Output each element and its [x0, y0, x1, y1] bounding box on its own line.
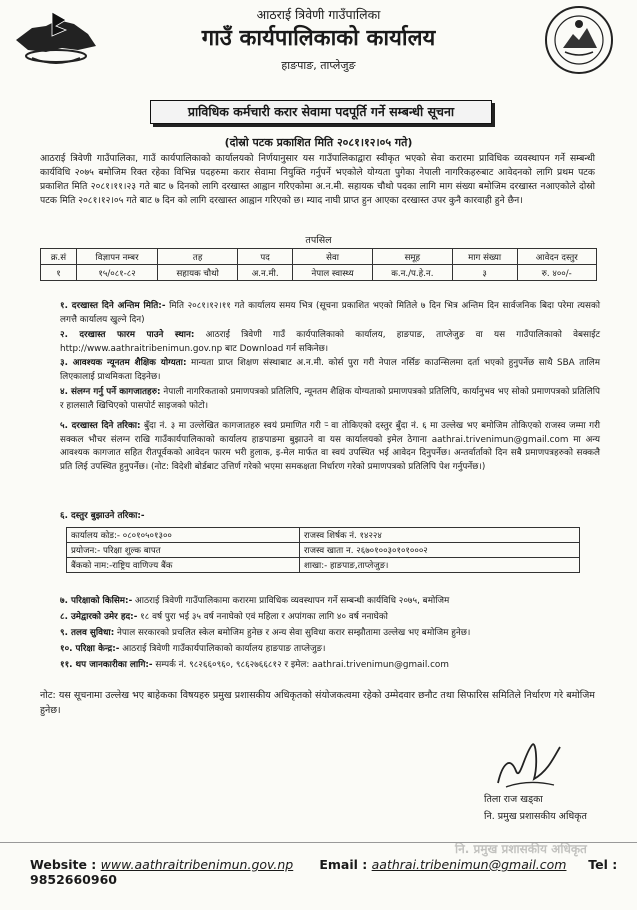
table-cell: नेपाल स्वास्थ्य [293, 265, 373, 281]
office-name: गाउँ कार्यपालिकाको कार्यालय [201, 26, 436, 51]
item-label: ९. तलव सुविधा: [60, 628, 115, 638]
footer-divider [0, 842, 637, 843]
table-cell: कार्यालय कोड:- ०८०१०५०१३०० [67, 528, 300, 543]
notice-title: प्राविधिक कर्मचारी करार सेवामा पदपूर्ति गर्ने सम्बन्धी सूचना [150, 100, 492, 124]
list-item [60, 329, 600, 356]
office-address: हाङपाङ, ताप्लेजुङ [281, 59, 356, 72]
table-header: तह [158, 249, 238, 265]
item-label: १. दरखास्त दिने अन्तिम मिति:- [60, 301, 166, 311]
details-caption: तपसिल [305, 235, 332, 246]
website-label: Website : [30, 857, 97, 872]
list-item [60, 357, 600, 384]
signatory-title: नि. प्रमुख प्रशासकीय अधिकृत [484, 811, 587, 822]
vacancy-table [40, 248, 597, 281]
list-item [60, 595, 600, 609]
item-label: ३. आवश्यक न्यूनतम शैक्षिक योग्यता: [60, 358, 187, 368]
item-text: आठराई त्रिवेणी गाउँपालिकामा करारमा प्राविधिक व्यवस्थापन गर्ने सम्बन्धी कार्यविधि २०७५, बमोजिम [135, 596, 450, 606]
table-cell: १ [41, 265, 77, 281]
table-cell: राजस्व खाता न. २६७०१००३०१०१०००२ [299, 543, 579, 558]
table-header-row [41, 249, 597, 265]
item-text: १८ वर्ष पुरा भई ३५ वर्ष ननाघेको एवं महिला र अपांगका लागि ४० वर्ष ननाघेको [140, 612, 388, 622]
table-cell: क.न./प.हे.न. [373, 265, 453, 281]
tel-label: Tel : [588, 857, 618, 872]
table-row [67, 543, 580, 558]
table-header: सेवा [293, 249, 373, 265]
table-row [41, 265, 597, 281]
table-cell: १५/०८१-८२ [76, 265, 157, 281]
website-link[interactable]: www.aathraitribenimun.gov.np [100, 857, 294, 872]
item-label: १०. परिक्षा केन्द्र:- [60, 644, 120, 654]
item-label: ८. उमेद्वारको उमेर हद:- [60, 612, 138, 622]
table-cell: रु. ४००/- [517, 265, 596, 281]
item-label: ११. थप जानकारीका लागि:- [60, 660, 153, 670]
list-item [60, 420, 600, 474]
footnote: नोट: यस सूचनामा उल्लेख भए बाहेकका विषयहरु प्रमुख प्रशासकीय अधिकृतको संयोजकत्वमा रहेको उम्मेदवार छनौट तथा सिफारिस समितिले निर्धारण गरे बमोजिम हुनेछ। [40, 690, 595, 716]
item-text: आठराई त्रिवेणी गाउँ कार्यपालिकाको कार्यालय, हाङपाङ, ताप्लेजुङ वा यस गाउँपालिकाको वेबसाईट http://www.aathraitribenimun.gov.np बाट Download गर्न सकिनेछ। [60, 330, 601, 354]
item-text: सम्पर्क नं. ९८२६६०९६०, ९८६२७६६८१२ र इमेल: aathrai.trivenimun@gmail.com [155, 660, 449, 670]
table-cell: ३ [452, 265, 517, 281]
signatory-name: तिला राज खड्का [484, 794, 543, 805]
item-label: ४. संलग्न गर्नु पर्ने कागजातहरु: [60, 387, 161, 397]
list-item [60, 643, 600, 657]
list-item [60, 386, 600, 413]
faded-stamp: नि. प्रमुख प्रशासकीय अधिकृत [455, 842, 587, 856]
item-text: बुँदा नं. ३ मा उल्लेखित कागजातहरु स्वयं प्रमाणित गरी र्‍ वा तोकिएको दस्तुर बुँदा नं. ६ मा उल्लेख भए बमोजिम तोकिएको राजस्व जम्मा गरी सक्कल भौचर संलग्न राखि गाउँकार्यपालिकाको कार्यालय हाङपाङमा बुझाउने वा यस कार्यालयको इमेल ठेगाना aathrai.trivenimun@gmail.com मा अन्य आवश्यक कागजात सहित रीतपूर्वकको आवेदन फारम भरी हुलाक, इ-मेल मार्फत वा स्वयं उपस्थित भई आवेदन दिनुपर्नेछ। अन्तर्वार्ताको दिन सबै प्रमाणपत्रहरुको सक्कलै प्रति लिई उपस्थित हुनुपर्नेछ। (नोट: विदेशी बोर्डबाट उत्तिर्ण गरेको भएमा समकक्षता निर्धारण गरेको प्रमाणपत्रको प्रतिलिपि पेश गर्नुपर्नेछ।) [60, 421, 601, 472]
item-label: ५. दरखास्त दिने तरिका: [60, 421, 141, 431]
table-cell: बैंकको नाम:-राष्ट्रिय वाणिज्य बैंक [67, 558, 300, 573]
signature-icon [488, 735, 568, 793]
table-header: क्र.सं [41, 249, 77, 265]
fee-label-text: ६. दस्तुर बुझाउने तरिका:- [60, 511, 145, 521]
item-text: आठराई त्रिवेणी गाउँकार्यपालिकाको कार्यालय हाङपाङ ताप्लेजुङ। [122, 644, 326, 654]
municipality-name: आठराई त्रिवेणी गाउँपालिका [256, 7, 381, 22]
list-item [60, 300, 600, 327]
list-item [60, 659, 600, 673]
table-header: माग संख्या [452, 249, 517, 265]
list-item [60, 611, 600, 625]
item-label: २. दरखास्त फारम पाउने स्थान: [60, 330, 195, 340]
notice-body: आठराई त्रिवेणी गाउँपालिका, गाउँ कार्यपालिकाको कार्यालयको निर्णयानुसार यस गाउँपालिकाद्वारा स्वीकृत भएको सेवा करारमा प्राविधिक व्यवस्थापन गर्ने सम्बन्धी कार्यविधि २०७५ बमोजिम रिक्त रहेका विभिन्न पदहरुमा करार सेवामा नियुक्ति गर्नुपर्ने भएकोले योग्यता पुगेका नेपाली नागरिकहरुबाट आवेदनको लागि प्रथम पटक प्रकाशित मिति २०८१।११।२३ गते बाट ७ दिनको लागि दरखास्त आह्वान गरिएकोमा अ.न.मी. सहायक चौथो पदका लागि माग संख्या बमोजिम दरखास्त नआएकोले दोस्रो पटक मिति २०८१।१२।०५ गते बाट ७ दिन को लागि दरखास्त आह्वान गरिएको छ। म्याद नाघी प्राप्त हुन आएका दरखास्त उपर कुनै कारवाही हुने छैन। [40, 153, 595, 206]
item-text: नेपाल सरकारको प्रचलित स्केल बमोजिम हुनेछ र अन्य सेवा सुविधा करार सम्झौतामा उल्लेख भए बमोजिम हुनेछ। [117, 628, 471, 638]
table-header: विज्ञापन नम्बर [76, 249, 157, 265]
table-cell: शाखा:- हाङपाङ,ताप्लेजुङ। [299, 558, 579, 573]
table-cell: राजस्व शिर्षक नं. १४२२४ [299, 528, 579, 543]
item-text: मान्यता प्राप्त शिक्षण संस्थाबाट अ.न.मी. कोर्स पुरा गरी नेपाल नर्सिङ काउन्सिलमा दर्ता भएको हुनुपर्नेछ साथै SBA तालिम लिएकालाई प्राथमिकता दिइनेछ। [60, 358, 601, 382]
item-text: मिति २०८१।१२।११ गते कार्यालय समय भित्र (सूचना प्रकाशित भएको मितिले ७ दिन भित्र अन्तिम दिन सार्वजनिक बिदा परेमा त्यसको लगत्तै कार्यालय खुल्ने दिन) [60, 301, 600, 325]
email-label: Email : [319, 857, 368, 872]
table-cell: अ.न.मी. [238, 265, 293, 281]
list-item [60, 627, 600, 641]
table-cell: सहायक चौथो [158, 265, 238, 281]
table-header: समूह [373, 249, 453, 265]
fee-table [66, 527, 580, 573]
table-row [67, 528, 580, 543]
fee-label [60, 510, 600, 524]
footer [30, 857, 637, 887]
table-cell: प्रयोजन:- परिक्षा शुल्क बापत [67, 543, 300, 558]
item-text: नेपाली नागरिकताको प्रमाणपत्रको प्रतिलिपि, न्यूनतम शैक्षिक योग्यताको प्रमाणपत्रको प्रतिलिपि, कार्यानुभव भए सोको प्रमाणपत्रको प्रतिलिपि र हालसालै खिचिएको पासपोर्ट साइजको फोटो। [60, 387, 601, 411]
item-label: ७. परिक्षाको किसिम:- [60, 596, 133, 606]
tel-number: 9852660960 [30, 872, 117, 887]
publish-date: (दोस्रो पटक प्रकाशित मिति २०८१।१२।०५ गते) [224, 136, 413, 149]
table-header: आवेदन दस्तुर [517, 249, 596, 265]
table-header: पद [238, 249, 293, 265]
email-link[interactable]: aathrai.tribenimun@gmail.com [371, 857, 567, 872]
table-row [67, 558, 580, 573]
